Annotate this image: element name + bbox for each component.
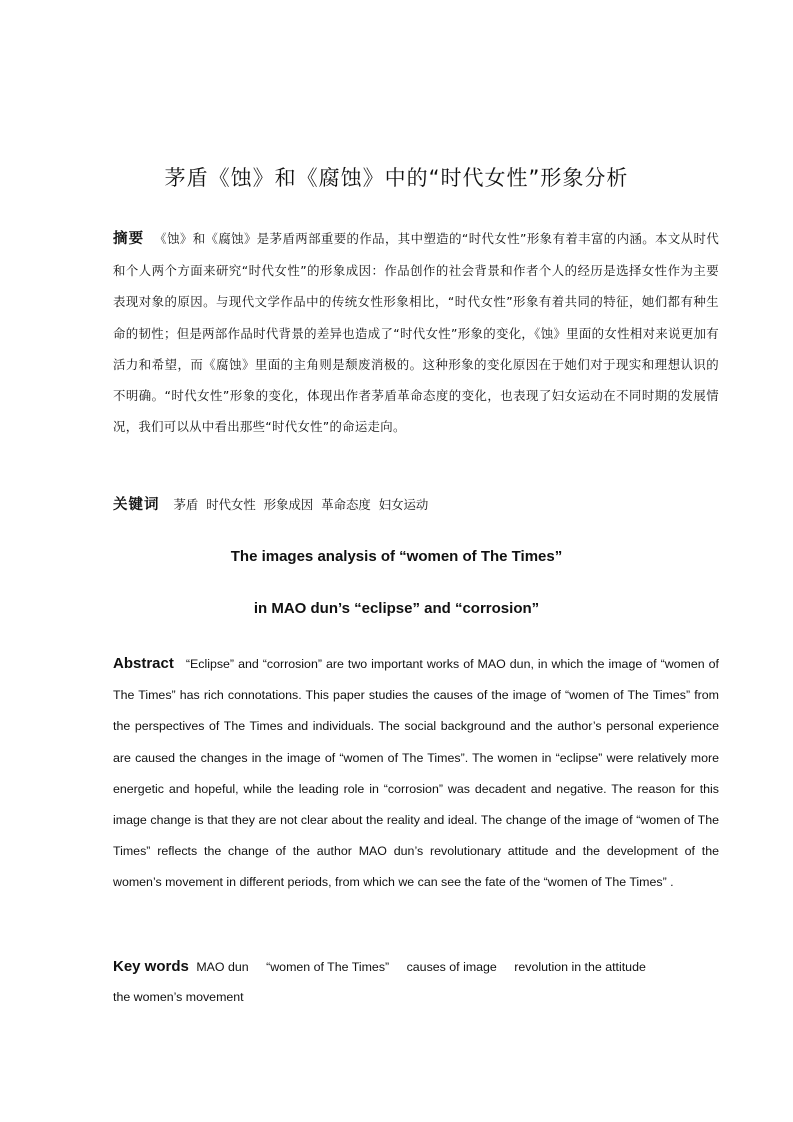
chinese-keyword: 时代女性 [206,497,256,512]
english-keyword: revolution in the attitude [514,960,646,974]
chinese-keyword: 形象成因 [263,497,314,512]
english-keyword: causes of image [406,960,497,974]
english-keyword: the women’s movement [113,990,244,1004]
chinese-title: 茅盾《蚀》和《腐蚀》中的“时代女性”形象分析 [164,166,629,190]
english-abstract-text: “Eclipse” and “corrosion” are two important works of MAO dun, in which the image of “women of The Times” has rich connotations. This paper studies the causes of the image of “women of The Times” from the perspectives of The Times and individuals. The social background and the author’s personal experience are caused the changes in the image of “women of The Times”. The women in “eclipse” were relatively more energetic and hopeful, while the leading role in “corrosion” was decadent and negative. The reason for this image change is that they are not clear about the reality and ideal. The change of the image of “women of The Times” reflects the change of the author MAO dun’s revolutionary attitude and the development of the women’s movement in different periods, from which we can see the fate of the “women of The Times” . [113,657,719,890]
chinese-keyword: 茅盾 [173,497,199,512]
chinese-keyword: 妇女运动 [378,497,429,512]
chinese-keyword: 革命态度 [321,497,371,512]
chinese-keywords-label: 关键词 [113,497,160,513]
chinese-abstract-label: 摘要 [113,231,145,247]
english-abstract [113,648,719,899]
chinese-abstract [113,223,719,442]
english-keyword: MAO dun [196,960,249,974]
english-keywords [113,952,719,1012]
english-abstract-label: Abstract [113,655,174,672]
chinese-keywords [113,494,719,516]
chinese-abstract-text: 《蚀》和《腐蚀》是茅盾两部重要的作品，其中塑造的“时代女性”形象有着丰富的内涵。本文从时代和个人两个方面来研究“时代女性”的形象成因：作品创作的社会背景和作者个人的经历是选择女性作为主要表现对象的原因。与现代文学作品中的传统女性形象相比，“时代女性”形象有着共同的特征，她们都有种生命的韧性；但是两部作品时代背景的差异也造成了“时代女性”形象的变化，《蚀》里面的女性相对来说更加有活力和希望，而《腐蚀》里面的主角则是颓废消极的。这种形象的变化原因在于她们对于现实和理想认识的不明确。“时代女性”形象的变化，体现出作者茅盾革命态度的变化，也表现了妇女运动在不同时期的发展情况，我们可以从中看出那些“时代女性”的命运走向。 [113,231,720,435]
english-title-line-1: The images analysis of “women of The Times” [230,548,563,565]
english-keyword: “women of The Times” [266,960,390,974]
english-keywords-label: Key words [113,958,189,975]
english-title-line-2: in MAO dun’s “eclipse” and “corrosion” [253,600,540,617]
